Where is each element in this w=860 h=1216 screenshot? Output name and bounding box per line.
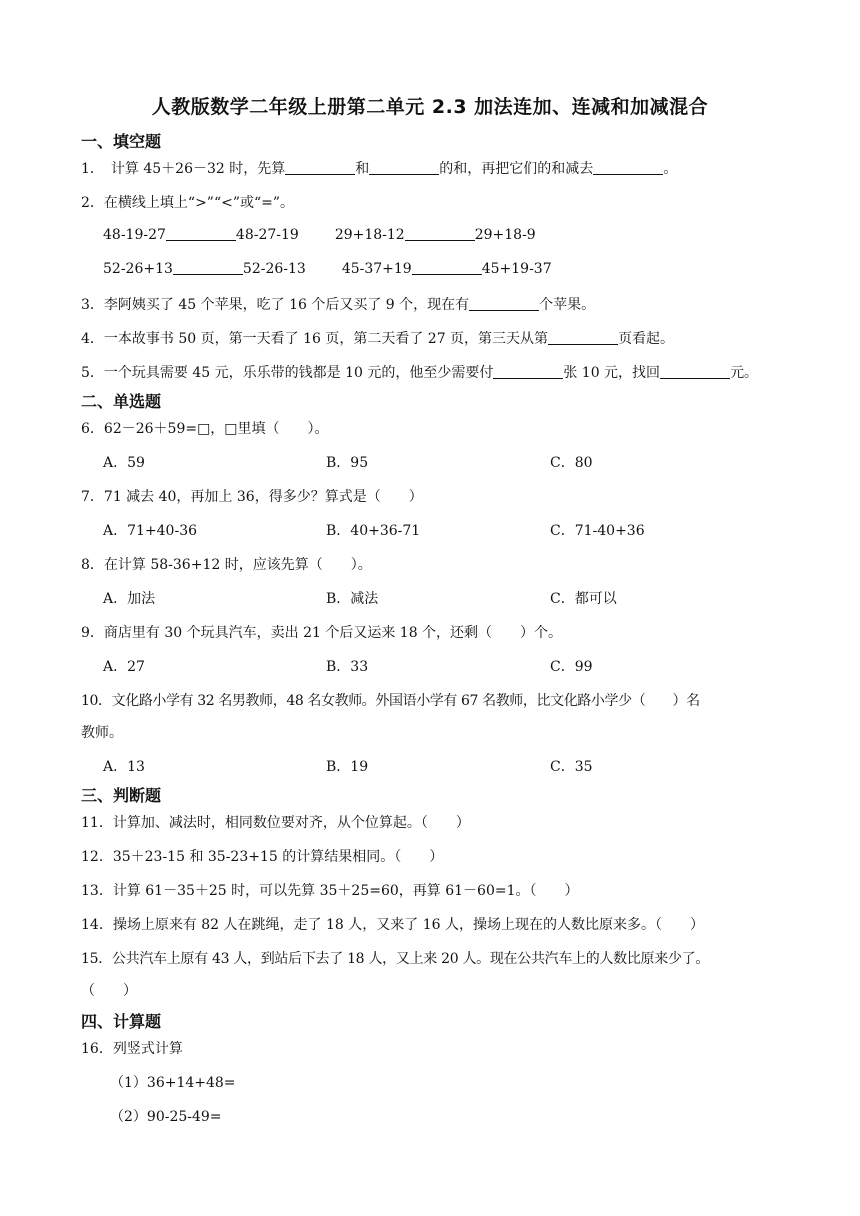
- q4-text-b: 页看起。: [618, 331, 675, 347]
- question-4: [81, 328, 674, 348]
- q1-text-b: 和: [355, 161, 370, 177]
- section-heading-calculation: 四、计算题: [81, 1012, 162, 1031]
- question-2-row-2: [103, 260, 552, 277]
- question-12: 12．35＋23-15 和 35-23+15 的计算结果相同。（ ）: [81, 849, 444, 865]
- page-title: 人教版数学二年级上册第二单元 2.3 加法连加、连减和加减混合: [151, 96, 709, 118]
- q2-expr: 29+18-12: [334, 227, 405, 243]
- answer-blank[interactable]: [412, 260, 482, 275]
- q2-expr: 48-19-27: [103, 227, 166, 243]
- question-2-row-1: [103, 226, 536, 243]
- question-15-answer-paren[interactable]: （ ）: [81, 983, 137, 999]
- q1-text-c: 的和，再把它们的和减去: [439, 161, 594, 177]
- option-a[interactable]: A．71+40-36: [103, 523, 198, 539]
- answer-blank[interactable]: [548, 330, 618, 345]
- question-9-stem: 9．商店里有 30 个玩具汽车，卖出 21 个后又运来 18 个，还剩（ ）个。: [81, 625, 563, 641]
- option-a[interactable]: A．59: [103, 455, 145, 471]
- option-a[interactable]: A．加法: [103, 591, 156, 607]
- option-b[interactable]: B．19: [326, 759, 369, 775]
- option-b[interactable]: B．减法: [326, 591, 379, 607]
- option-c[interactable]: C．99: [550, 659, 593, 675]
- option-c[interactable]: C．35: [550, 759, 593, 775]
- question-1: [81, 158, 677, 178]
- answer-blank[interactable]: [469, 296, 539, 311]
- q1-text-d: 。: [663, 161, 678, 177]
- q2-expr: 45-37+19: [341, 261, 412, 277]
- question-8-stem: 8．在计算 58-36+12 时，应该先算（ ）。: [81, 557, 372, 573]
- section-heading-single-choice: 二、单选题: [81, 392, 162, 411]
- q1-text-a: 1． 计算 45＋26－32 时，先算: [81, 161, 286, 177]
- q3-text-b: 个苹果。: [539, 297, 596, 313]
- q5-text-c: 元。: [730, 365, 759, 381]
- question-10-stem-line-2: 教师。: [81, 725, 123, 741]
- answer-blank[interactable]: [593, 160, 663, 175]
- option-b[interactable]: B．95: [326, 455, 369, 471]
- question-10-stem-line-1: 10．文化路小学有 32 名男教师，48 名女教师。外国语小学有 67 名教师，比文化路小学少（ ）名: [81, 693, 700, 709]
- section-heading-true-false: 三、判断题: [81, 786, 162, 805]
- option-a[interactable]: A．27: [103, 659, 145, 675]
- answer-blank[interactable]: [660, 364, 730, 379]
- option-c[interactable]: C．71-40+36: [550, 523, 645, 539]
- answer-blank[interactable]: [173, 260, 243, 275]
- question-6-stem: 6．62－26＋59=□，□里填（ ）。: [81, 421, 329, 437]
- answer-blank[interactable]: [166, 226, 236, 241]
- q2-expr: 52-26+13: [103, 261, 173, 277]
- option-a[interactable]: A．13: [103, 759, 145, 775]
- q2-expr: 29+18-9: [474, 227, 536, 243]
- section-heading-fill-blank: 一、填空题: [81, 132, 162, 151]
- q2-expr: 45+19-37: [481, 261, 552, 277]
- q5-text-a: 5．一个玩具需要 45 元，乐乐带的钱都是 10 元的，他至少需要付: [81, 365, 494, 381]
- q4-text-a: 4．一本故事书 50 页，第一天看了 16 页，第二天看了 27 页，第三天从第: [81, 331, 549, 347]
- option-c[interactable]: C．80: [550, 455, 593, 471]
- answer-blank[interactable]: [285, 160, 355, 175]
- question-16-part-2: （2）90-25-49=: [110, 1109, 222, 1125]
- question-16-stem: 16．列竖式计算: [81, 1041, 183, 1057]
- answer-blank[interactable]: [369, 160, 439, 175]
- answer-blank[interactable]: [405, 226, 475, 241]
- question-14: 14．操场上原来有 82 人在跳绳，走了 18 人，又来了 16 人，操场上现在的人数比原来多。（ ）: [81, 917, 704, 933]
- question-11: 11．计算加、减法时，相同数位要对齐，从个位算起。（ ）: [81, 815, 470, 831]
- question-3: [81, 294, 595, 314]
- option-b[interactable]: B．33: [326, 659, 369, 675]
- q2-expr: 52-26-13: [242, 261, 306, 277]
- q3-text-a: 3．李阿姨买了 45 个苹果，吃了 16 个后又买了 9 个，现在有: [81, 297, 470, 313]
- question-5: [81, 362, 758, 382]
- option-c[interactable]: C．都可以: [550, 591, 617, 607]
- question-13: 13．计算 61－35＋25 时，可以先算 35＋25=60，再算 61－60=1。（ ）: [81, 883, 579, 899]
- question-2-stem: 2．在横线上填上“>”“<”或“=”。: [81, 195, 295, 211]
- answer-blank[interactable]: [493, 364, 563, 379]
- question-7-stem: 7．71 减去 40，再加上 36，得多少？算式是（ ）: [81, 489, 423, 505]
- question-15: 15．公共汽车上原有 43 人，到站后下去了 18 人，又上来 20 人。现在公共汽车上的人数比原来少了。: [81, 951, 710, 967]
- q5-text-b: 张 10 元，找回: [563, 365, 661, 381]
- q2-expr: 48-27-19: [235, 227, 299, 243]
- question-16-part-1: （1）36+14+48=: [110, 1075, 236, 1091]
- option-b[interactable]: B．40+36-71: [326, 523, 421, 539]
